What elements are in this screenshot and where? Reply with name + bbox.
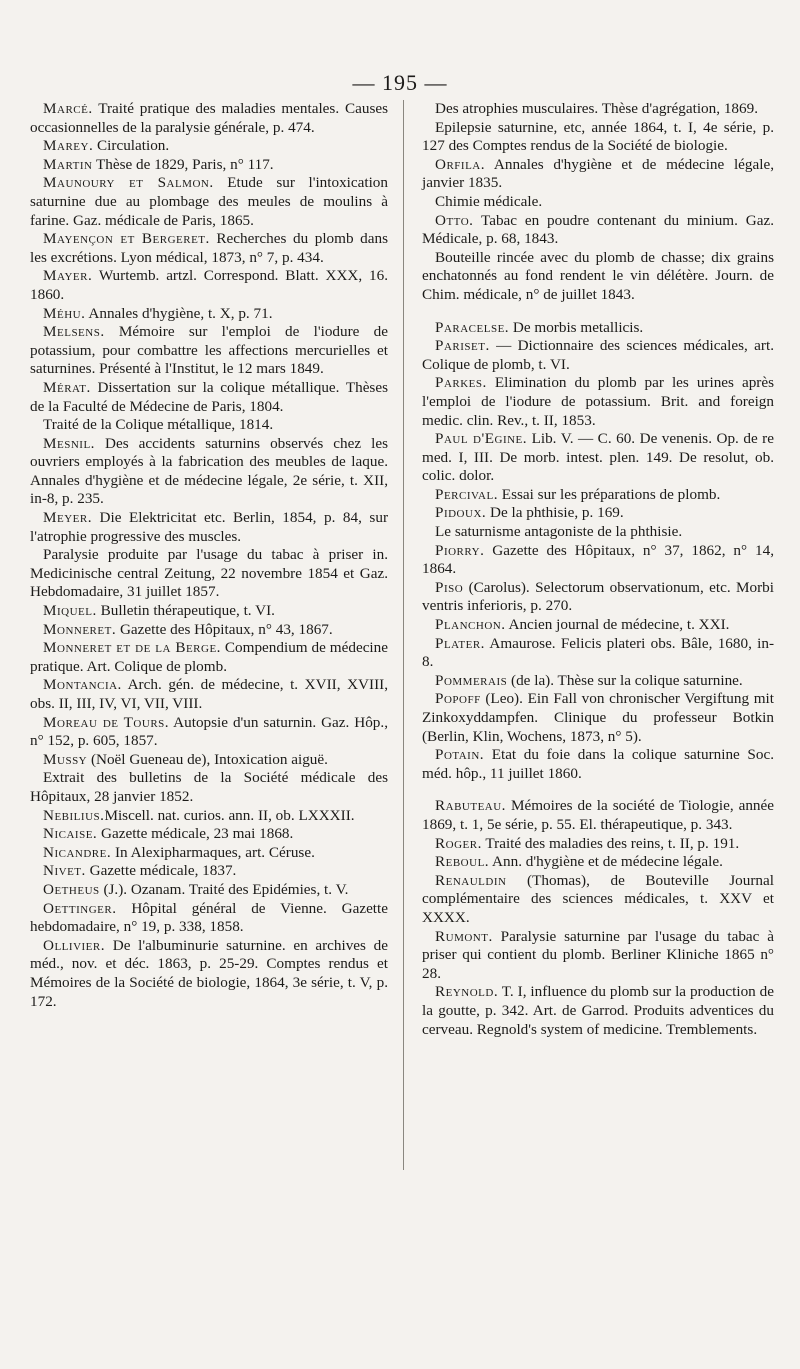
entry-text: De morbis metallicis. (509, 318, 644, 336)
bibliography-entry (422, 319, 774, 338)
bibliography-entry (422, 797, 774, 834)
entry-text: (Thomas), de Bouteville Journal complémentaire des sciences médicales, t. XXV et XXXX. (422, 871, 774, 926)
bibliography-entry (30, 639, 388, 676)
column-divider (403, 100, 404, 1170)
entry-text: Paralysie saturnine par l'usage du tabac à priser qui contient du plomb. Berliner Kliniche 1865 n° 28. (422, 927, 774, 982)
bibliography-entry (30, 305, 388, 324)
bibliography-entry (30, 602, 388, 621)
entry-author: Maunoury et Salmon. (43, 174, 214, 192)
entry-author: Reynold. (435, 983, 499, 1001)
bibliography-entry (30, 751, 388, 770)
entry-author: Melsens. (43, 323, 105, 341)
entry-author: Plater. (435, 634, 485, 652)
entry-author: Popoff (435, 690, 481, 708)
entry-author: Marcé. (43, 100, 93, 117)
bibliography-entry (30, 230, 388, 267)
entry-text: De la phthisie, p. 169. (486, 504, 624, 522)
bibliography-entry (30, 937, 388, 1011)
entry-text: Tabac en poudre contenant du minium. Gaz. Médicale, p. 68, 1843. (422, 211, 774, 248)
entry-text: Compendium de médecine pratique. Art. Colique de plomb. (30, 639, 388, 675)
bibliography-entry (30, 137, 388, 156)
bibliography-entry (30, 676, 388, 713)
bibliography-entry (30, 174, 388, 230)
entry-author: Mérat. (43, 378, 91, 396)
entry-text: Gazette des Hôpitaux, n° 37, 1862, n° 14, 1864. (422, 541, 774, 578)
entry-author: Nebilius. (43, 806, 105, 824)
bibliography-entry (30, 862, 388, 881)
entry-author: Meyer. (43, 509, 93, 527)
entry-author: Martin (43, 155, 93, 173)
entry-author: Monneret. (43, 620, 117, 638)
bibliography-entry (30, 807, 388, 826)
entry-author: Pidoux. (435, 504, 487, 522)
entry-text: Des atrophies musculaires. Thèse d'agrégation, 1869. (435, 100, 758, 117)
entry-text: Mémoires de la société de Tiologie, année 1869, t. 1, 5e série, p. 55. El. thérapeutique, p. 343. (422, 797, 774, 833)
entry-author: Renauldin (435, 871, 507, 889)
bibliography-entry (30, 714, 388, 751)
entry-author: Rumont. (435, 927, 493, 945)
bibliography-entry (422, 746, 774, 783)
bibliography-entry (422, 690, 774, 746)
bibliography-entry (30, 825, 388, 844)
bibliography-entry (30, 769, 388, 806)
entry-text: Dissertation sur la colique métallique. Thèses de la Faculté de Médecine de Paris, 1804. (30, 378, 388, 415)
entry-text: Paralysie produite par l'usage du tabac à priser in. Medicinische central Zeitung, 22 novembre 1854 et Gaz. Hebdomadaire, 31 juillet 1857. (30, 546, 388, 601)
entry-author: Marey. (43, 137, 94, 155)
entry-text: Essai sur les préparations de plomb. (498, 485, 721, 503)
bibliography-entry (30, 509, 388, 546)
bibliography-entry (30, 435, 388, 509)
entry-text: T. I, influence du plomb sur la production de la goutte, p. 342. Art. de Garrod. Produits adventices du cerveau. Regnold's system of medicine. Tremblements. (422, 983, 774, 1038)
bibliography-entry (30, 900, 388, 937)
bibliography-entry (422, 374, 774, 430)
entry-text: Arch. gén. de médecine, t. XVII, XVIII, obs. II, III, IV, VI, VII, VIII. (30, 676, 388, 712)
entry-author: Nivet. (43, 862, 86, 880)
bibliography-entry (422, 853, 774, 872)
bibliography-entry (422, 212, 774, 249)
bibliography-entry (422, 928, 774, 984)
entry-author: Percival. (435, 485, 498, 503)
bibliography-entry (422, 579, 774, 616)
bibliography-entry (422, 249, 774, 305)
bibliography-entry (422, 872, 774, 928)
entry-author: Monneret et de la Berge. (43, 639, 221, 657)
bibliography-entry (30, 267, 388, 304)
entry-text: Die Elektricitat etc. Berlin, 1854, p. 84, sur l'atrophie progressive des muscles. (30, 509, 388, 545)
entry-author: Paracelse. (435, 318, 510, 336)
entry-text: In Alexipharmaques, art. Céruse. (111, 843, 315, 861)
bibliography-entry (422, 337, 774, 374)
entry-author: Planchon. (435, 616, 506, 634)
entry-author: Paul d'Egine. (435, 430, 528, 448)
entry-author: Mussy (43, 750, 88, 768)
bibliography-entry (422, 430, 774, 486)
entry-text: Wurtemb. artzl. Correspond. Blatt. XXX, 16. 1860. (30, 267, 388, 303)
bibliography-entry (30, 546, 388, 602)
entry-author: Pommerais (435, 671, 508, 689)
entry-text: Etat du foie dans la colique saturnine Soc. méd. hôp., 11 juillet 1860. (422, 746, 774, 782)
bibliography-entry (422, 983, 774, 1039)
entry-text: Traité de la Colique métallique, 1814. (43, 416, 274, 434)
entry-author: Nicaise. (43, 825, 98, 843)
entry-text: Bulletin thérapeutique, t. VI. (96, 602, 275, 620)
bibliography-entry (30, 156, 388, 175)
entry-author: Méhu. (43, 304, 86, 322)
page-number: — 195 — (352, 70, 448, 95)
entry-author: Mayençon et Bergeret. (43, 230, 210, 248)
bibliography-entry (30, 844, 388, 863)
entry-text: Gazette des Hôpitaux, n° 43, 1867. (116, 620, 333, 638)
entry-author: Mayer. (43, 267, 93, 285)
entry-text: Ann. d'hygiène et de médecine légale. (489, 853, 723, 871)
entry-text: Circulation. (93, 137, 170, 155)
entry-text: Traité pratique des maladies mentales. Causes occasionnelles de la paralysie générale, p. 474. (30, 100, 388, 136)
entry-text: Hôpital général de Vienne. Gazette hebdomadaire, n° 19, p. 338, 1858. (30, 899, 388, 936)
bibliography-entry (30, 881, 388, 900)
entry-text: Annales d'hygiène, t. X, p. 71. (85, 304, 273, 322)
bibliography-entry (422, 635, 774, 672)
entry-text: (Carolus). Selectorum observationum, etc. Morbi ventris inferioris, p. 270. (422, 578, 774, 615)
bibliography-entry (422, 542, 774, 579)
entry-text: Miscell. nat. curios. ann. II, ob. LXXXII. (104, 806, 355, 824)
entry-text: — Dictionnaire des sciences médicales, art. Colique de plomb, t. VI. (422, 337, 774, 373)
entry-text: Bouteille rincée avec du plomb de chasse; dix grains enchatonnés au fond rendent le vin délétère. Journ. de Chim. médicale, n° de juillet 1843. (422, 248, 774, 303)
entry-author: Ollivier. (43, 936, 106, 954)
entry-text: (J.). Ozanam. Traité des Epidémies, t. V. (99, 880, 349, 898)
entry-text: Chimie médicale. (435, 192, 543, 210)
entry-text: Gazette médicale, 23 mai 1868. (97, 825, 294, 843)
entry-author: Moreau de Tours. (43, 713, 170, 731)
entry-author: Montancia. (43, 676, 122, 694)
entry-text: Epilepsie saturnine, etc, année 1864, t. I, 4e série, p. 127 des Comptes rendus de la Société de biologie. (422, 118, 774, 155)
bibliography-entry (422, 523, 774, 542)
entry-text: Le saturnisme antagoniste de la phthisie. (435, 523, 683, 541)
entry-text: Elimination du plomb par les urines après l'emploi de l'iodure de potassium. Brit. and foreign medic. clin. Rev., t. II, 1853. (422, 374, 774, 429)
bibliography-entry (30, 323, 388, 379)
entry-author: Roger. (435, 834, 482, 852)
left-column (30, 100, 388, 1011)
entry-text: Amaurose. Felicis plateri obs. Bâle, 1680, in-8. (422, 634, 774, 671)
entry-text: Autopsie d'un saturnin. Gaz. Hôp., n° 152, p. 605, 1857. (30, 713, 388, 750)
entry-author: Orfila. (435, 155, 486, 173)
bibliography-entry (30, 416, 388, 435)
entry-text: Gazette médicale, 1837. (85, 862, 237, 880)
entry-text: (de la). Thèse sur la colique saturnine. (507, 671, 743, 689)
entry-author: Reboul. (435, 853, 490, 871)
entry-text: Extrait des bulletins de la Société médicale des Hôpitaux, 28 janvier 1852. (30, 769, 388, 805)
bibliography-entry (422, 193, 774, 212)
entry-text: Thèse de 1829, Paris, n° 117. (92, 155, 274, 173)
entry-author: Pariset. (435, 337, 490, 355)
bibliography-entry (422, 100, 774, 119)
bibliography-entry (422, 616, 774, 635)
entry-author: Piso (435, 578, 464, 596)
entry-author: Piorry. (435, 541, 485, 559)
bibliography-entry (422, 486, 774, 505)
bibliography-entry (422, 835, 774, 854)
entry-author: Potain. (435, 746, 485, 764)
bibliography-entry (30, 379, 388, 416)
bibliography-entry (422, 504, 774, 523)
entry-text: Recherches du plomb dans les excrétions. Lyon médical, 1873, n° 7, p. 434. (30, 230, 388, 266)
bibliography-entry (30, 100, 388, 137)
entry-text: Annales d'hygiène et de médecine légale, janvier 1835. (422, 155, 774, 192)
bibliography-entry (30, 621, 388, 640)
entry-text: De l'albuminurie saturnine. en archives de méd., nov. et déc. 1863, p. 25-29. Comptes rendus et Mémoires de la Société de biologie, 1864, 3e série, t. V, p. 172. (30, 936, 388, 1010)
entry-text: Traité des maladies des reins, t. II, p. 191. (481, 834, 740, 852)
entry-author: Mesnil. (43, 434, 95, 452)
entry-text: Mémoire sur l'emploi de l'iodure de potassium, pour combattre les affections mercurielles et saturnines. Présenté à l'Institut, le 12 mars 1849. (30, 323, 388, 378)
entry-author: Parkes. (435, 374, 487, 392)
entry-author: Oettinger. (43, 899, 117, 917)
entry-author: Nicandre. (43, 843, 112, 861)
entry-author: Otto. (435, 211, 474, 229)
entry-text: Lib. V. — C. 60. De venenis. Op. de re med. I, III. De morb. intest. plen. 149. De resolut, ob. colic. dolor. (422, 430, 774, 485)
entry-author: Oetheus (43, 880, 100, 898)
bibliography-entry (422, 156, 774, 193)
entry-text: Des accidents saturnins observés chez les ouvriers employés à la fabrication des meubles de laque. Annales d'hygiène et de médecine légale, 2e série, t. XII, in-8, p. 235. (30, 434, 388, 508)
entry-text: (Noël Gueneau de), Intoxication aiguë. (87, 750, 328, 768)
entry-text: Etude sur l'intoxication saturnine due au plombage des meules de moulins à farine. Gaz. médicale de Paris, 1865. (30, 174, 388, 229)
entry-text: (Leo). Ein Fall von chronischer Vergiftung mit Zinkoxyddampfen. Clinique du professeur Botkin (Berlin, Klin, Wochens, 1873, n° 5). (422, 690, 774, 745)
entry-author: Rabuteau. (435, 797, 506, 815)
entry-text: Ancien journal de médecine, t. XXI. (505, 616, 730, 634)
bibliography-entry (422, 119, 774, 156)
entry-author: Miquel. (43, 602, 97, 620)
bibliography-entry (422, 672, 774, 691)
right-column (422, 100, 774, 1039)
